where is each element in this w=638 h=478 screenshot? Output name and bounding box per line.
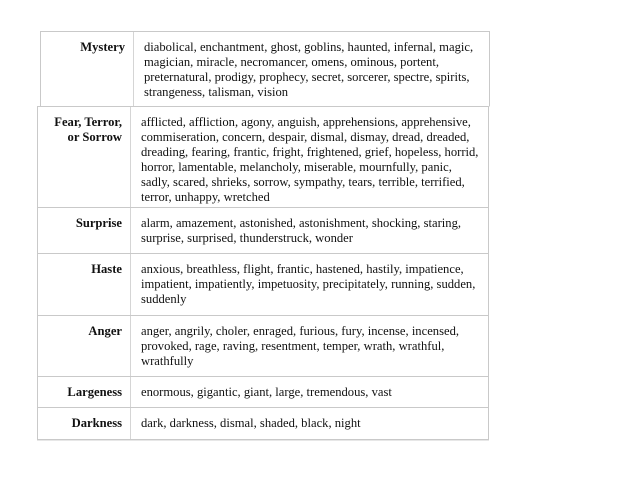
table-row-largeness bbox=[37, 376, 489, 407]
category-words: anger, angrily, choler, enraged, furious, fury, incense, incensed, provoked, rage, raving, resentment, temper, wrath, wrathful, wrathfully bbox=[141, 324, 460, 368]
category-words: alarm, amazement, astonished, astonishment, shocking, staring, surprise, surprised, thunderstruck, wonder bbox=[141, 216, 462, 245]
category-words: anxious, breathless, flight, frantic, hastened, hastily, impatience, impatient, impatiently, impetuosity, precipitately, running, sudden, suddenly bbox=[141, 262, 476, 306]
category-label: Darkness bbox=[38, 408, 131, 439]
category-label: Surprise bbox=[38, 208, 131, 253]
category-label: Fear, Terror, or Sorrow bbox=[38, 107, 131, 207]
category-words: enormous, gigantic, giant, large, tremendous, vast bbox=[141, 385, 392, 399]
table-row-fear-terror-sorrow bbox=[37, 106, 489, 207]
category-words: afflicted, affliction, agony, anguish, apprehensions, apprehensive, commiseration, concern, despair, dismal, dismay, dread, dreaded, dreading, fearing, frantic, fright, frightened, grief, hopeless, horrid, horror, lamentable, melancholy, miserable, mournfully, panic, sadly, scared, shrieks, sorrow, sympathy, tears, terrible, terrified, terror, unhappy, wretched bbox=[141, 115, 479, 204]
table-row-darkness bbox=[37, 407, 489, 440]
emotion-word-table bbox=[37, 31, 489, 440]
category-words: dark, darkness, dismal, shaded, black, night bbox=[141, 416, 361, 430]
category-label: Mystery bbox=[41, 32, 134, 106]
category-label: Largeness bbox=[38, 377, 131, 407]
table-row-mystery bbox=[40, 31, 490, 106]
table-row-haste bbox=[37, 253, 489, 315]
category-words: diabolical, enchantment, ghost, goblins, haunted, infernal, magic, magician, miracle, necromancer, omens, ominous, portent, preternatural, prodigy, prophecy, secret, sorcerer, spectre, spirits, strangeness, talisman, vision bbox=[144, 40, 474, 99]
category-label: Haste bbox=[38, 254, 131, 315]
table-row-anger bbox=[37, 315, 489, 376]
category-label: Anger bbox=[38, 316, 131, 376]
table-row-surprise bbox=[37, 207, 489, 253]
